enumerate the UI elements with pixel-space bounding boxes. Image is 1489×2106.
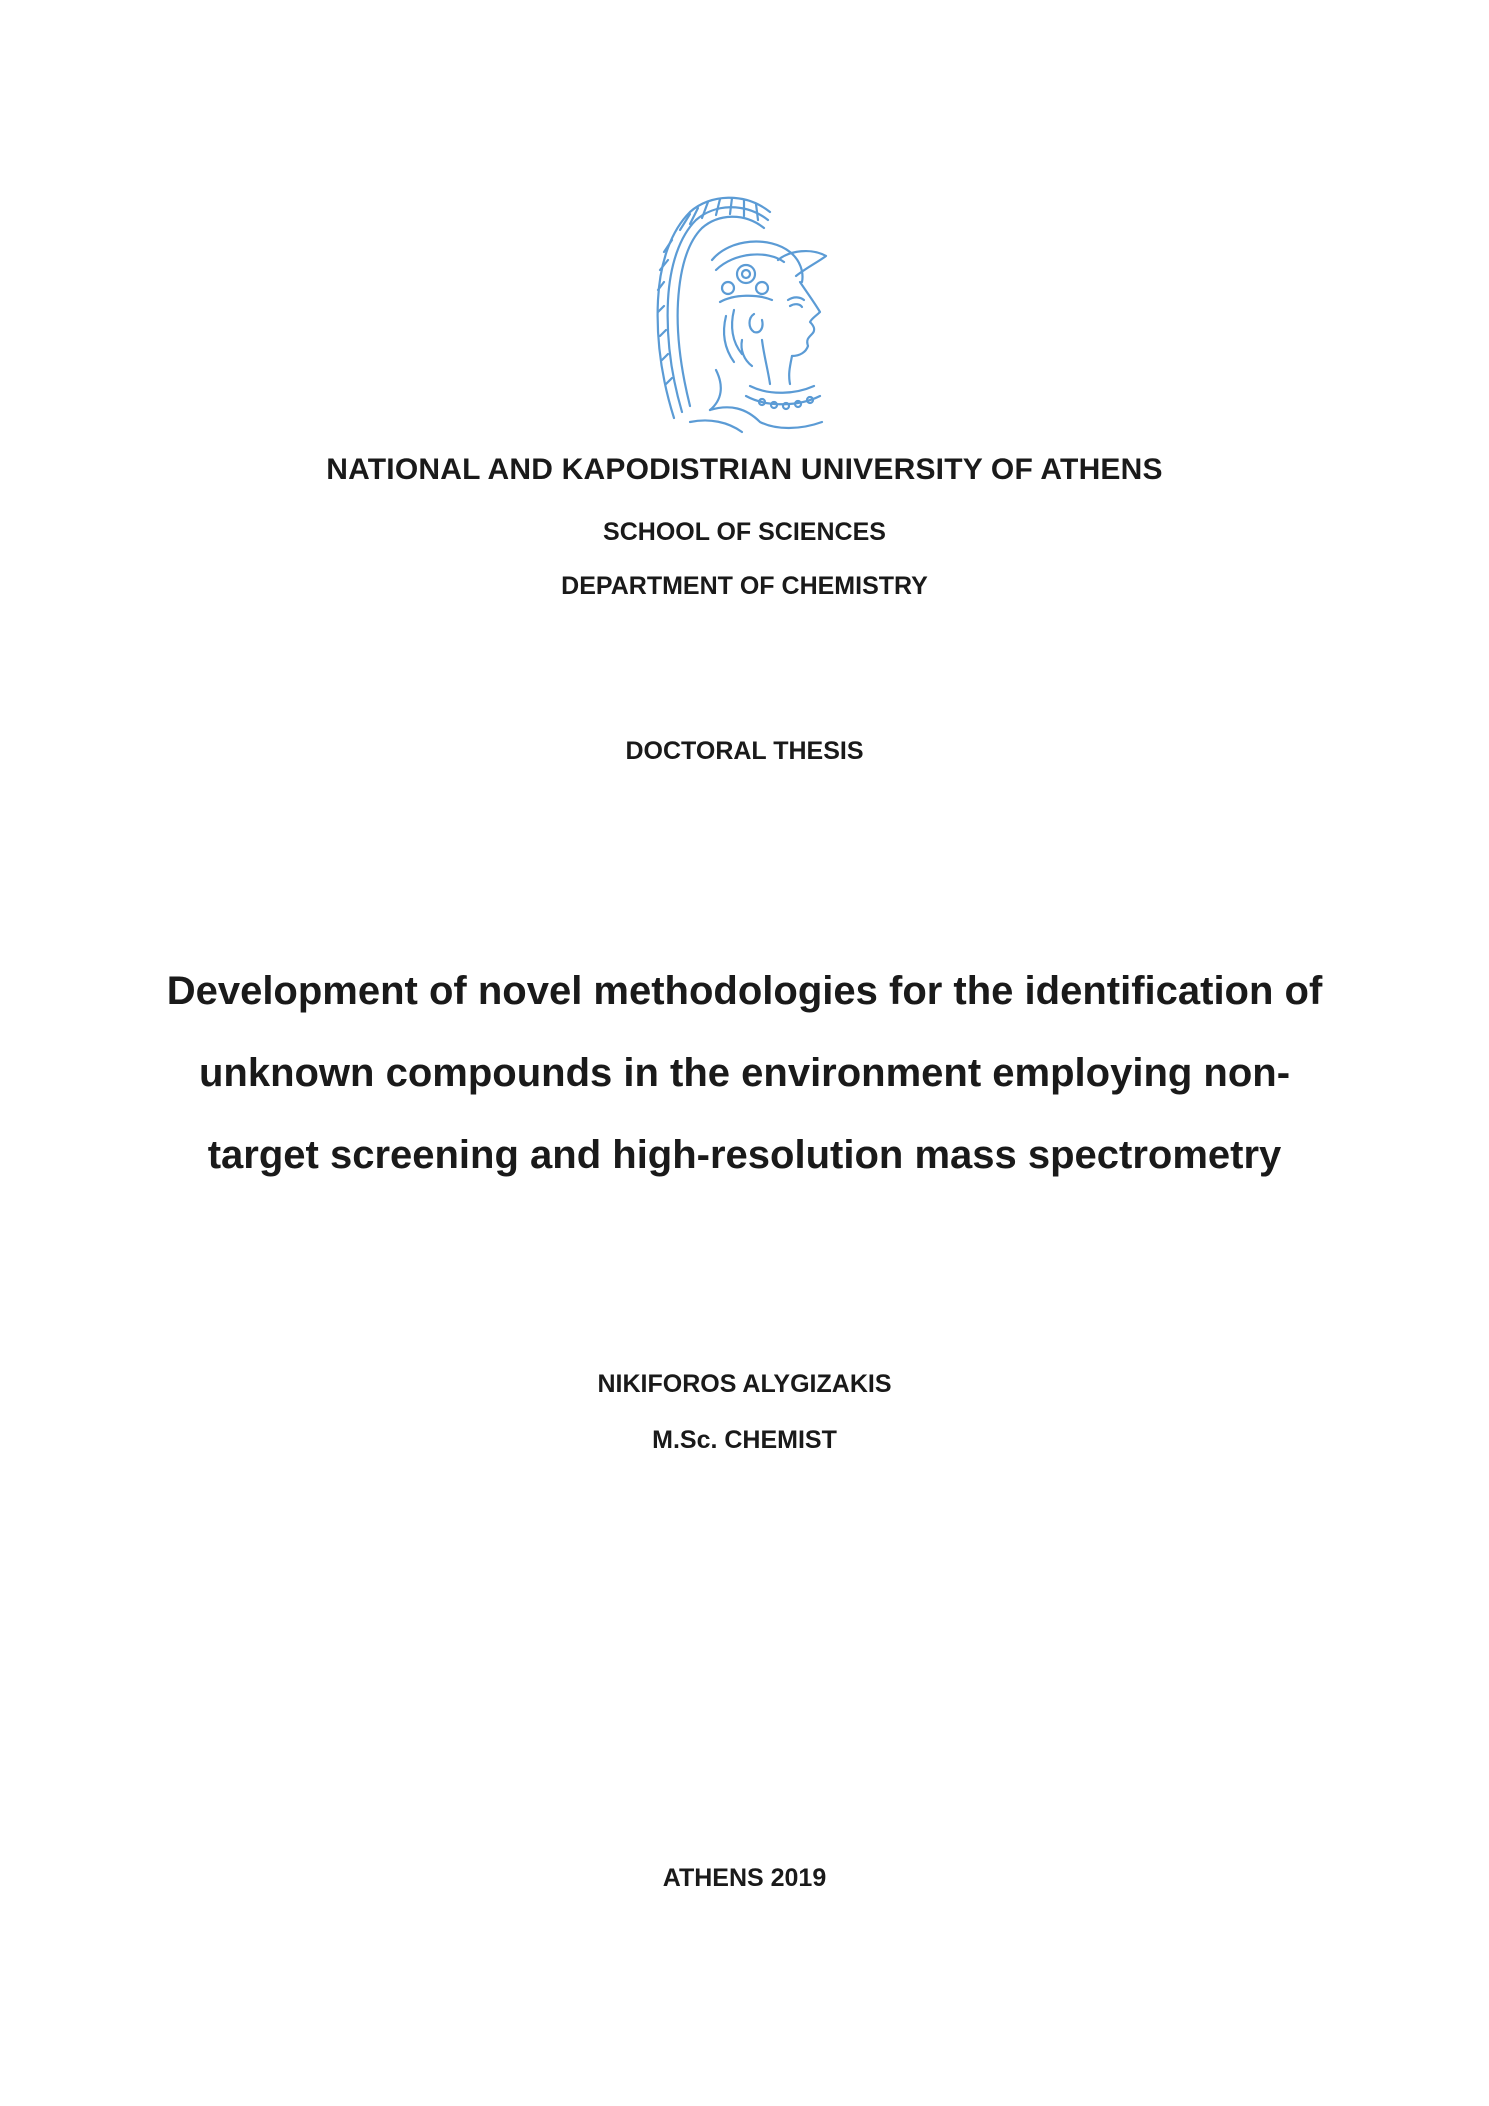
thesis-title-line: target screening and high-resolution mass spectrometry bbox=[207, 1133, 1282, 1177]
place-and-year: ATHENS 2019 bbox=[662, 1864, 827, 1892]
author-degree: M.Sc. CHEMIST bbox=[652, 1426, 837, 1454]
thesis-title bbox=[100, 950, 1389, 1196]
athena-helmet-emblem-icon bbox=[650, 190, 840, 435]
thesis-title-line: Development of novel methodologies for the identification of bbox=[166, 969, 1323, 1013]
university-name: NATIONAL AND KAPODISTRIAN UNIVERSITY OF ATHENS bbox=[326, 453, 1163, 486]
document-type: DOCTORAL THESIS bbox=[625, 737, 864, 765]
thesis-title-line: unknown compounds in the environment employing non- bbox=[198, 1051, 1291, 1095]
department-name: DEPARTMENT OF CHEMISTRY bbox=[561, 572, 928, 600]
author-name: NIKIFOROS ALYGIZAKIS bbox=[597, 1370, 892, 1398]
school-name: SCHOOL OF SCIENCES bbox=[603, 518, 886, 546]
